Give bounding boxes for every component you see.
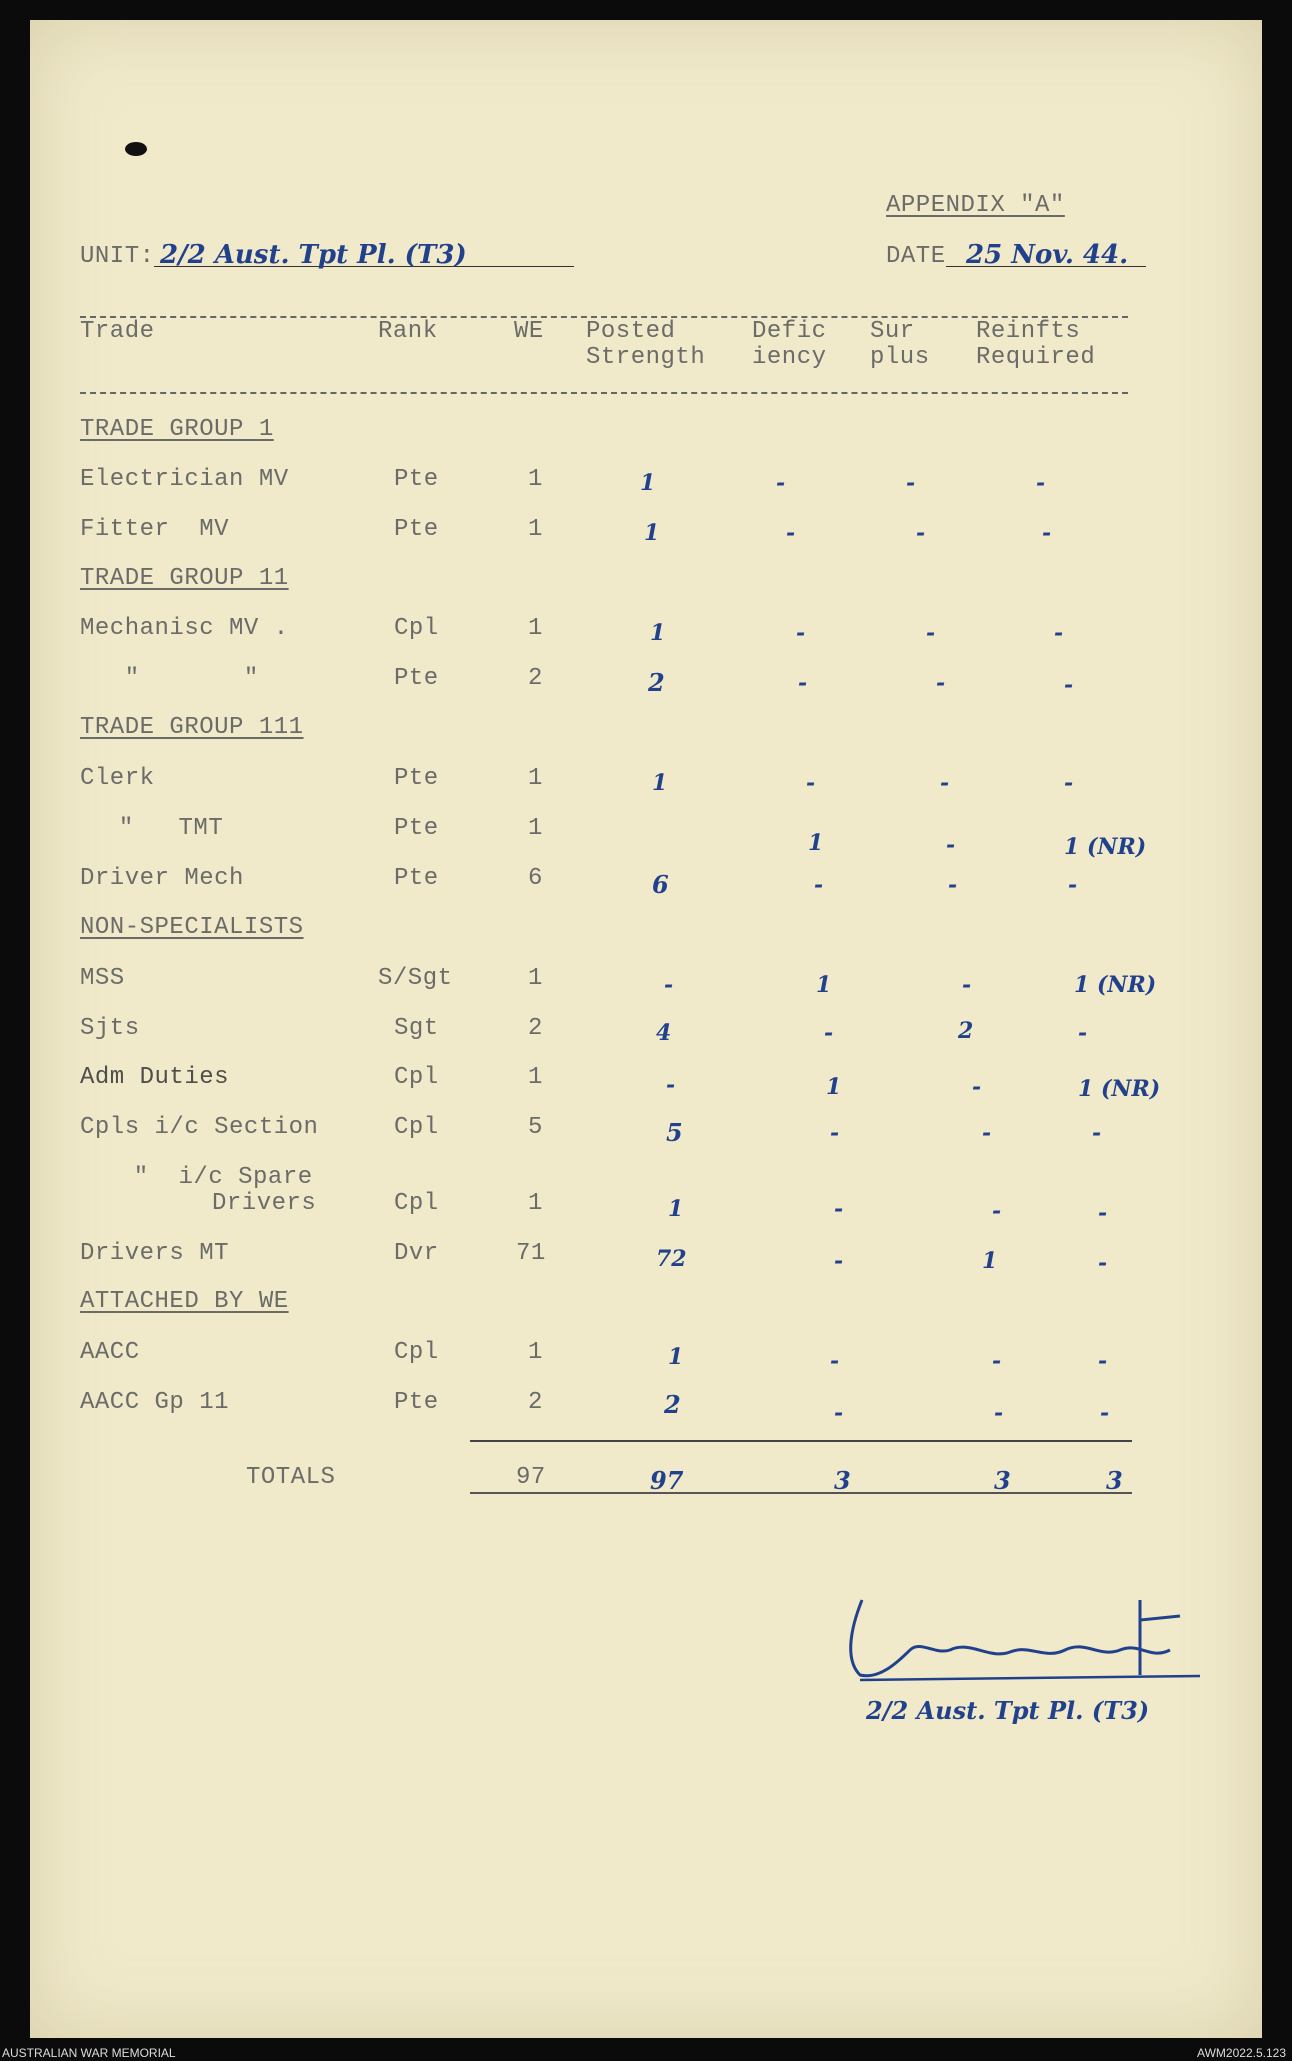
we-cell: 6 [528,865,543,892]
we-cell: 2 [528,1389,543,1416]
col-trade: Trade [80,318,155,345]
deficiency-cell: - [834,1248,844,1274]
trade-cell: Driver Mech [80,865,244,892]
reinforcements-cell: - [1064,672,1074,698]
rank-cell: Cpl [394,1114,439,1141]
we-cell: 1 [528,615,543,642]
rank-cell: Pte [394,1389,439,1416]
we-cell: 1 [528,1339,543,1366]
we-cell: 1 [528,516,543,543]
we-cell: 1 [528,466,543,493]
date-label: DATE [886,243,946,270]
appendix-title: APPENDIX "A" [886,192,1065,219]
surplus-cell: - [962,972,972,998]
posted-cell: 5 [666,1118,683,1147]
trade-cell: Drivers MT [80,1240,230,1267]
col-defic-2: iency [752,344,827,371]
we-cell: 1 [528,965,543,992]
col-posted-1: Posted [586,318,676,345]
reinforcements-cell: 1 (NR) [1078,1076,1161,1102]
surplus-cell: - [916,520,926,546]
posted-cell: - [664,972,674,998]
posted-cell: 1 [668,1344,684,1370]
deficiency-cell: - [776,470,786,496]
we-cell: 1 [528,765,543,792]
signature-name [870,1628,1134,1673]
we-cell: 71 [516,1240,546,1267]
deficiency-cell: - [834,1400,844,1426]
rank-cell: S/Sgt [378,965,453,992]
surplus-cell: - [948,872,958,898]
punch-hole [125,142,147,156]
reinforcements-cell: - [1068,872,1078,898]
trade-cell-continued: Drivers [212,1190,317,1217]
surplus-cell: 1 [982,1248,998,1274]
surplus-cell: - [926,620,936,646]
rank-cell: Cpl [394,615,439,642]
we-cell: 2 [528,1015,543,1042]
reinforcements-cell: - [1092,1120,1102,1146]
totals-we: 97 [516,1464,546,1491]
rank-cell: Pte [394,665,439,692]
deficiency-cell: - [830,1120,840,1146]
reinforcements-cell: - [1078,1020,1088,1046]
trade-cell: AACC [80,1339,140,1366]
trade-cell: " TMT [104,815,224,842]
reinforcements-cell: - [1064,770,1074,796]
col-surplus-2: plus [870,344,930,371]
posted-cell: 1 [644,520,660,546]
surplus-cell: - [992,1198,1002,1224]
deficiency-cell: - [786,520,796,546]
surplus-cell: - [906,470,916,496]
posted-cell: 6 [652,870,669,899]
group-heading: TRADE GROUP 1 [80,416,274,443]
totals-deficiency: 3 [834,1466,851,1495]
totals-reinforcements: 3 [1106,1466,1123,1495]
trade-cell: Fitter MV [80,516,230,543]
rank-cell: Cpl [394,1190,439,1217]
deficiency-cell: - [814,872,824,898]
col-surplus-1: Sur [870,318,915,345]
reinforcements-cell: - [1098,1250,1108,1276]
we-cell: 1 [528,815,543,842]
posted-cell: 1 [640,470,656,496]
unit-label: UNIT: [80,243,155,270]
reinforcements-cell: - [1036,470,1046,496]
group-heading: TRADE GROUP 111 [80,714,304,741]
deficiency-cell: - [830,1348,840,1374]
surplus-cell: - [992,1348,1002,1374]
deficiency-cell: - [796,620,806,646]
col-rank: Rank [378,318,438,345]
reinforcements-cell: 1 (NR) [1064,834,1147,860]
totals-label: TOTALS [246,1464,336,1491]
rank-cell: Pte [394,516,439,543]
col-defic-1: Defic [752,318,827,345]
reinforcements-cell: - [1042,520,1052,546]
trade-cell: Clerk [80,765,155,792]
deficiency-cell: - [798,670,808,696]
trade-cell: Sjts [80,1015,140,1042]
surplus-cell: 2 [958,1018,974,1044]
trade-cell: Cpls i/c Section [80,1114,319,1141]
surplus-cell: - [936,670,946,696]
rank-cell: Dvr [394,1240,439,1267]
trade-cell: MSS [80,965,125,992]
trade-cell: AACC Gp 11 [80,1389,230,1416]
reinforcements-cell: - [1098,1200,1108,1226]
rank-cell: Pte [394,865,439,892]
rank-cell: Cpl [394,1064,439,1091]
group-heading: NON-SPECIALISTS [80,914,304,941]
signature-unit: 2/2 Aust. Tpt Pl. (T3) [866,1696,1150,1725]
deficiency-cell: 1 [826,1074,842,1100]
we-cell: 2 [528,665,543,692]
surplus-cell: - [972,1074,982,1100]
trade-cell: Adm Duties [80,1064,230,1091]
reinforcements-cell: - [1100,1400,1110,1426]
deficiency-cell: - [806,770,816,796]
deficiency-cell: 1 [808,830,824,856]
col-posted-2: Strength [586,344,706,371]
col-reinf-1: Reinfts [976,318,1081,345]
totals-surplus: 3 [994,1466,1011,1495]
posted-cell: 72 [656,1246,687,1272]
deficiency-cell: - [834,1196,844,1222]
footer-bar [0,2044,1292,2061]
rank-cell: Pte [394,466,439,493]
totals-posted: 97 [650,1466,684,1495]
header-bottom-rule [80,392,1128,394]
we-cell: 5 [528,1114,543,1141]
group-heading: TRADE GROUP 11 [80,565,289,592]
posted-cell: 2 [664,1390,681,1419]
col-reinf-2: Required [976,344,1096,371]
totals-rule [470,1440,1132,1442]
we-cell: 1 [528,1190,543,1217]
posted-cell: 1 [652,770,668,796]
rank-cell: Sgt [394,1015,439,1042]
footer-credit: AUSTRALIAN WAR MEMORIAL [2,2046,176,2060]
surplus-cell: - [982,1120,992,1146]
deficiency-cell: - [824,1020,834,1046]
surplus-cell: - [994,1400,1004,1426]
group-heading: ATTACHED BY WE [80,1288,289,1315]
reinforcements-cell: - [1054,620,1064,646]
reinforcements-cell: - [1098,1348,1108,1374]
we-cell: 1 [528,1064,543,1091]
posted-cell: 4 [656,1020,672,1046]
reinforcements-cell: 1 (NR) [1074,972,1157,998]
posted-cell: 1 [650,620,666,646]
posted-cell: 2 [648,668,665,697]
footer-accession: AWM2022.5.123 [1197,2046,1286,2060]
surplus-cell: - [940,770,950,796]
col-we: WE [514,318,544,345]
posted-cell: - [666,1072,676,1098]
trade-cell: " i/c Spare [104,1164,313,1191]
rank-cell: Cpl [394,1339,439,1366]
date-value: 25 Nov. 44. [966,240,1129,270]
rank-cell: Pte [394,815,439,842]
surplus-cell: - [946,832,956,858]
deficiency-cell: 1 [816,972,832,998]
trade-cell: " " [80,665,259,692]
posted-cell: 1 [668,1196,684,1222]
unit-value: 2/2 Aust. Tpt Pl. (T3) [160,240,467,270]
trade-cell: Mechanisc MV . [80,615,289,642]
totals-underline [470,1492,1132,1494]
rank-cell: Pte [394,765,439,792]
trade-cell: Electrician MV [80,466,289,493]
